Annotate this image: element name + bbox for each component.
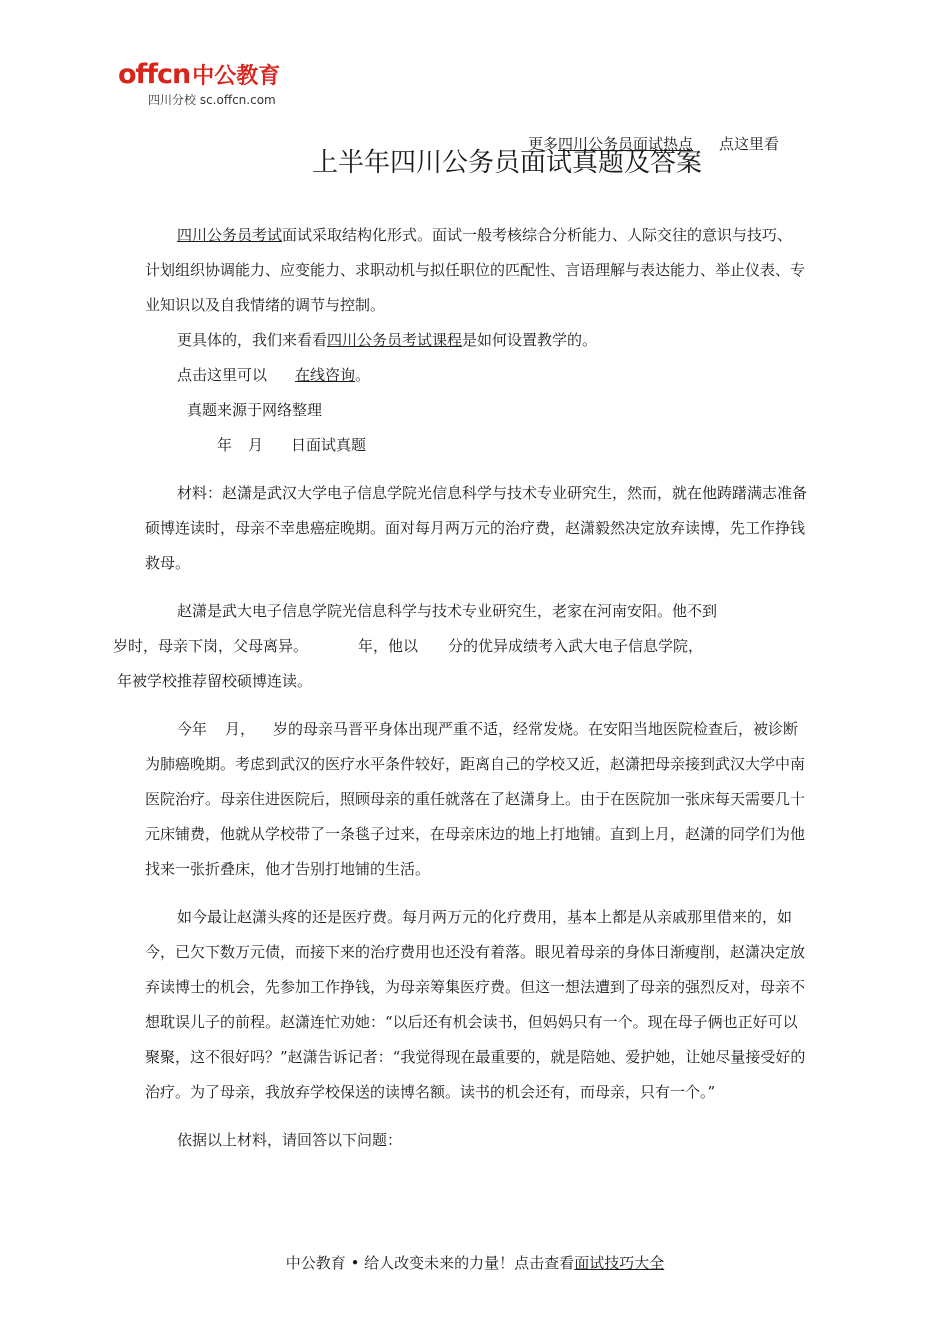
offcn-logo[interactable] [118, 60, 318, 110]
consult-line [145, 358, 807, 393]
sichuan-interview-hot-link[interactable]: 四川公务员面试热点 [558, 135, 694, 153]
background-line3: 年被学校推荐留校硕博连读。 [117, 672, 313, 690]
course-line [145, 323, 807, 358]
source-line: 真题来源于网络整理 [187, 401, 323, 419]
footer-promo [0, 1252, 950, 1273]
course-line-before: 更具体的，我们来看看 [177, 331, 328, 349]
page-title-text: 上半年四川公务员面试真题及答案 [311, 148, 702, 178]
intro-text: 面试采取结构化形式。面试一般考核综合分析能力、人际交往的意识与技巧、计划组织协调能力、应变能力、求职动机与拟任职位的匹配性、言语理解与表达能力、举止仪表、专业知识以及自我情绪的调节与控制。 [145, 226, 806, 314]
article-body [113, 218, 808, 1158]
intro-paragraph [145, 218, 807, 323]
top-link-suffix: 点这里看 [719, 135, 780, 153]
page-title [0, 148, 950, 178]
online-consult-link[interactable]: 在线咨询 [295, 366, 356, 384]
material-paragraph: 材料：赵潇是武汉大学电子信息学院光信息科学与技术专业研究生，然而，就在他踌躇满志准备硕博连读时，母亲不幸患癌症晚期。面对每月两万元的治疗费，赵潇毅然决定放弃读博，先工作挣钱救母。 [145, 484, 808, 572]
logo-brand [118, 60, 280, 92]
consult-line-after: 。 [355, 366, 371, 384]
date-line [145, 428, 807, 463]
question-line: 依据以上材料，请回答以下问题： [177, 1131, 403, 1149]
sichuan-civil-exam-link[interactable]: 四川公务员考试 [177, 226, 283, 244]
illness-text: 岁的母亲马晋平身体出现严重不适，经常发烧。在安阳当地医院检查后，被诊断为肺癌晚期。考虑到武汉的医疗水平条件较好，距离自己的学校又近，赵潇把母亲接到武汉大学中南医院治疗。母亲住进医院后，照顾母亲的重任就落在了赵潇身上。由于在医院加一张床每天需要几十元床铺费，他就从学校带了一条毯子过来，在母亲床边的地上打地铺。直到上月，赵潇的同学们为他找来一张折叠床，他才告别打地铺的生活。 [145, 720, 806, 878]
medical-cost-paragraph: 如今最让赵潇头疼的还是医疗费。每月两万元的化疗费用，基本上都是从亲戚那里借来的，如今，已欠下数万元债，而接下来的治疗费用也还没有着落。眼见着母亲的身体日渐瘦削，赵潇决定放弃读博士的机会，先参加工作挣钱，为母亲筹集医疗费。但这一想法遭到了母亲的强烈反对，母亲不想耽误儿子的前程。赵潇连忙劝她：“以后还有机会读书，但妈妈只有一个。现在母子俩也正好可以聚聚，这不很好吗？”赵潇告诉记者：“我觉得现在最重要的，就是陪她、爱护她，让她尽量接受好的治疗。为了母亲，我放弃学校保送的读博名额。读书的机会还有，而母亲，只有一个。” [145, 908, 806, 1101]
consult-line-before: 点击这里可以 [177, 366, 268, 384]
background-line1: 赵潇是武大电子信息学院光信息科学与技术专业研究生，老家在河南安阳。他不到 [177, 602, 718, 620]
logo-brand-cn: 中公教育 [192, 64, 281, 89]
illness-lead-a: 今年 [177, 720, 208, 738]
logo-subtitle: 四川分校 sc.offcn.com [148, 93, 276, 107]
date-year: 年 [217, 436, 233, 454]
illness-paragraph [145, 712, 807, 887]
illness-lead-b: 月， [225, 720, 256, 738]
date-day-title: 日面试真题 [291, 436, 367, 454]
interview-tips-link[interactable]: 面试技巧大全 [574, 1254, 665, 1272]
background-line2b: 年，他以 [358, 637, 419, 655]
course-line-after: 是如何设置教学的。 [462, 331, 598, 349]
footer-text: 中公教育 • 给人改变未来的力量！点击查看 [285, 1254, 575, 1272]
logo-brand-latin: offcn [118, 59, 191, 90]
date-month: 月 [248, 436, 264, 454]
background-line2a: 岁时，母亲下岗，父母离异。 [113, 637, 309, 655]
background-line2c: 分的优异成绩考入武大电子信息学院， [448, 637, 704, 655]
top-link-prefix: 更多 [528, 135, 559, 153]
background-paragraph [113, 594, 807, 699]
sichuan-exam-course-link[interactable]: 四川公务员考试课程 [327, 331, 463, 349]
